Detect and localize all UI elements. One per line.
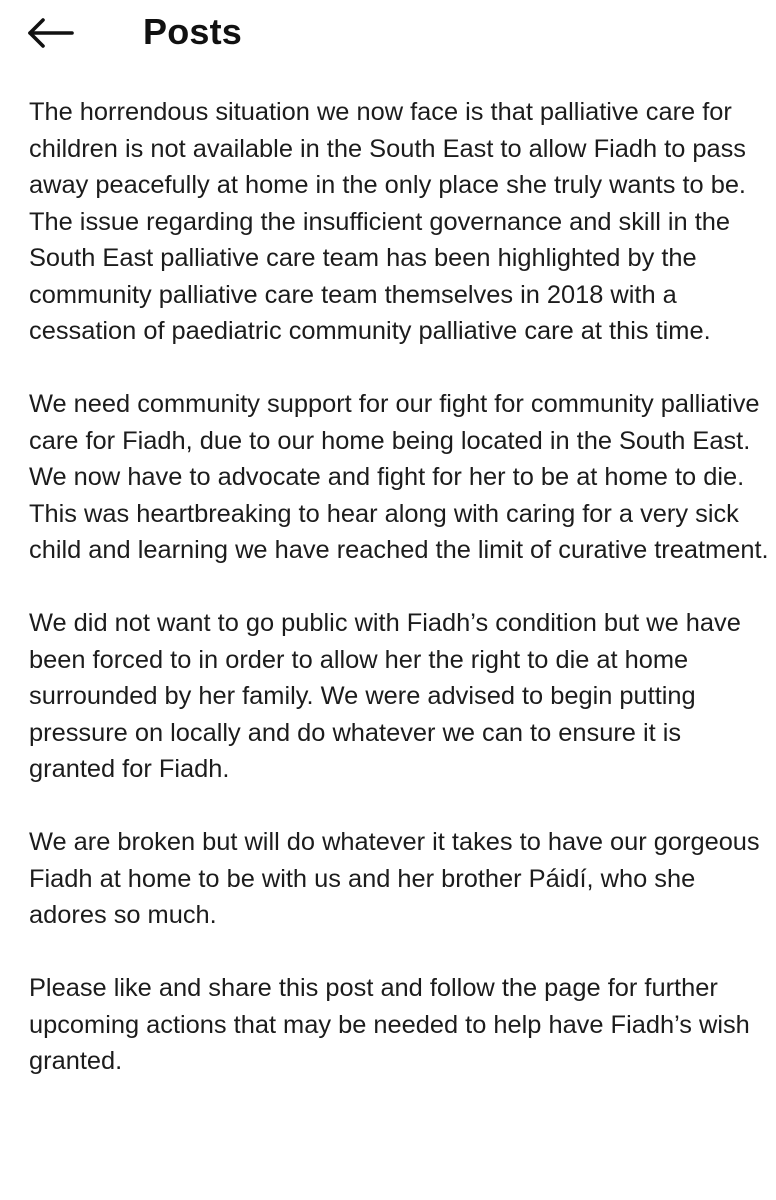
paragraph-spacer [29,350,769,387]
paragraph-spacer [29,934,769,971]
post-text [29,94,769,1080]
paragraph-spacer [29,569,769,606]
post-paragraph: We are broken but will do whatever it takes to have our gorgeous Fiadh at home to be with us and her brother Páidí, who she adores so much. [29,828,760,929]
back-button[interactable] [26,12,86,54]
arrow-left-icon [26,18,74,48]
post-paragraph: The issue regarding the insufficient governance and skill in the South East palliative care team has been highlighted by the community palliative care team themselves in 2018 with a cessation of paediatric community palliative care at this time. [29,207,731,345]
top-bar [0,0,776,64]
post-paragraph: We need community support for our fight for community palliative care for Fiadh, due to our home being located in the South East. We now have to advocate and fight for her to be at home to die. This was heartbreaking to hear along with caring for a very sick child and learning we have reached the limit of curative treatment. [29,390,769,564]
post-paragraph: The horrendous situation we now face is that palliative care for children is not available in the South East to allow Fiadh to pass away peacefully at home in the only place she truly wants to be. [29,98,747,199]
page-title: Posts [143,11,243,52]
post-paragraph: Please like and share this post and follow the page for further upcoming actions that may be needed to help have Fiadh’s wish granted. [29,974,750,1075]
post-paragraph: We did not want to go public with Fiadh’s condition but we have been forced to in order to allow her the right to die at home surrounded by her family. We were advised to begin putting pressure on locally and do whatever we can to ensure it is granted for Fiadh. [29,609,741,783]
paragraph-spacer [29,788,769,825]
